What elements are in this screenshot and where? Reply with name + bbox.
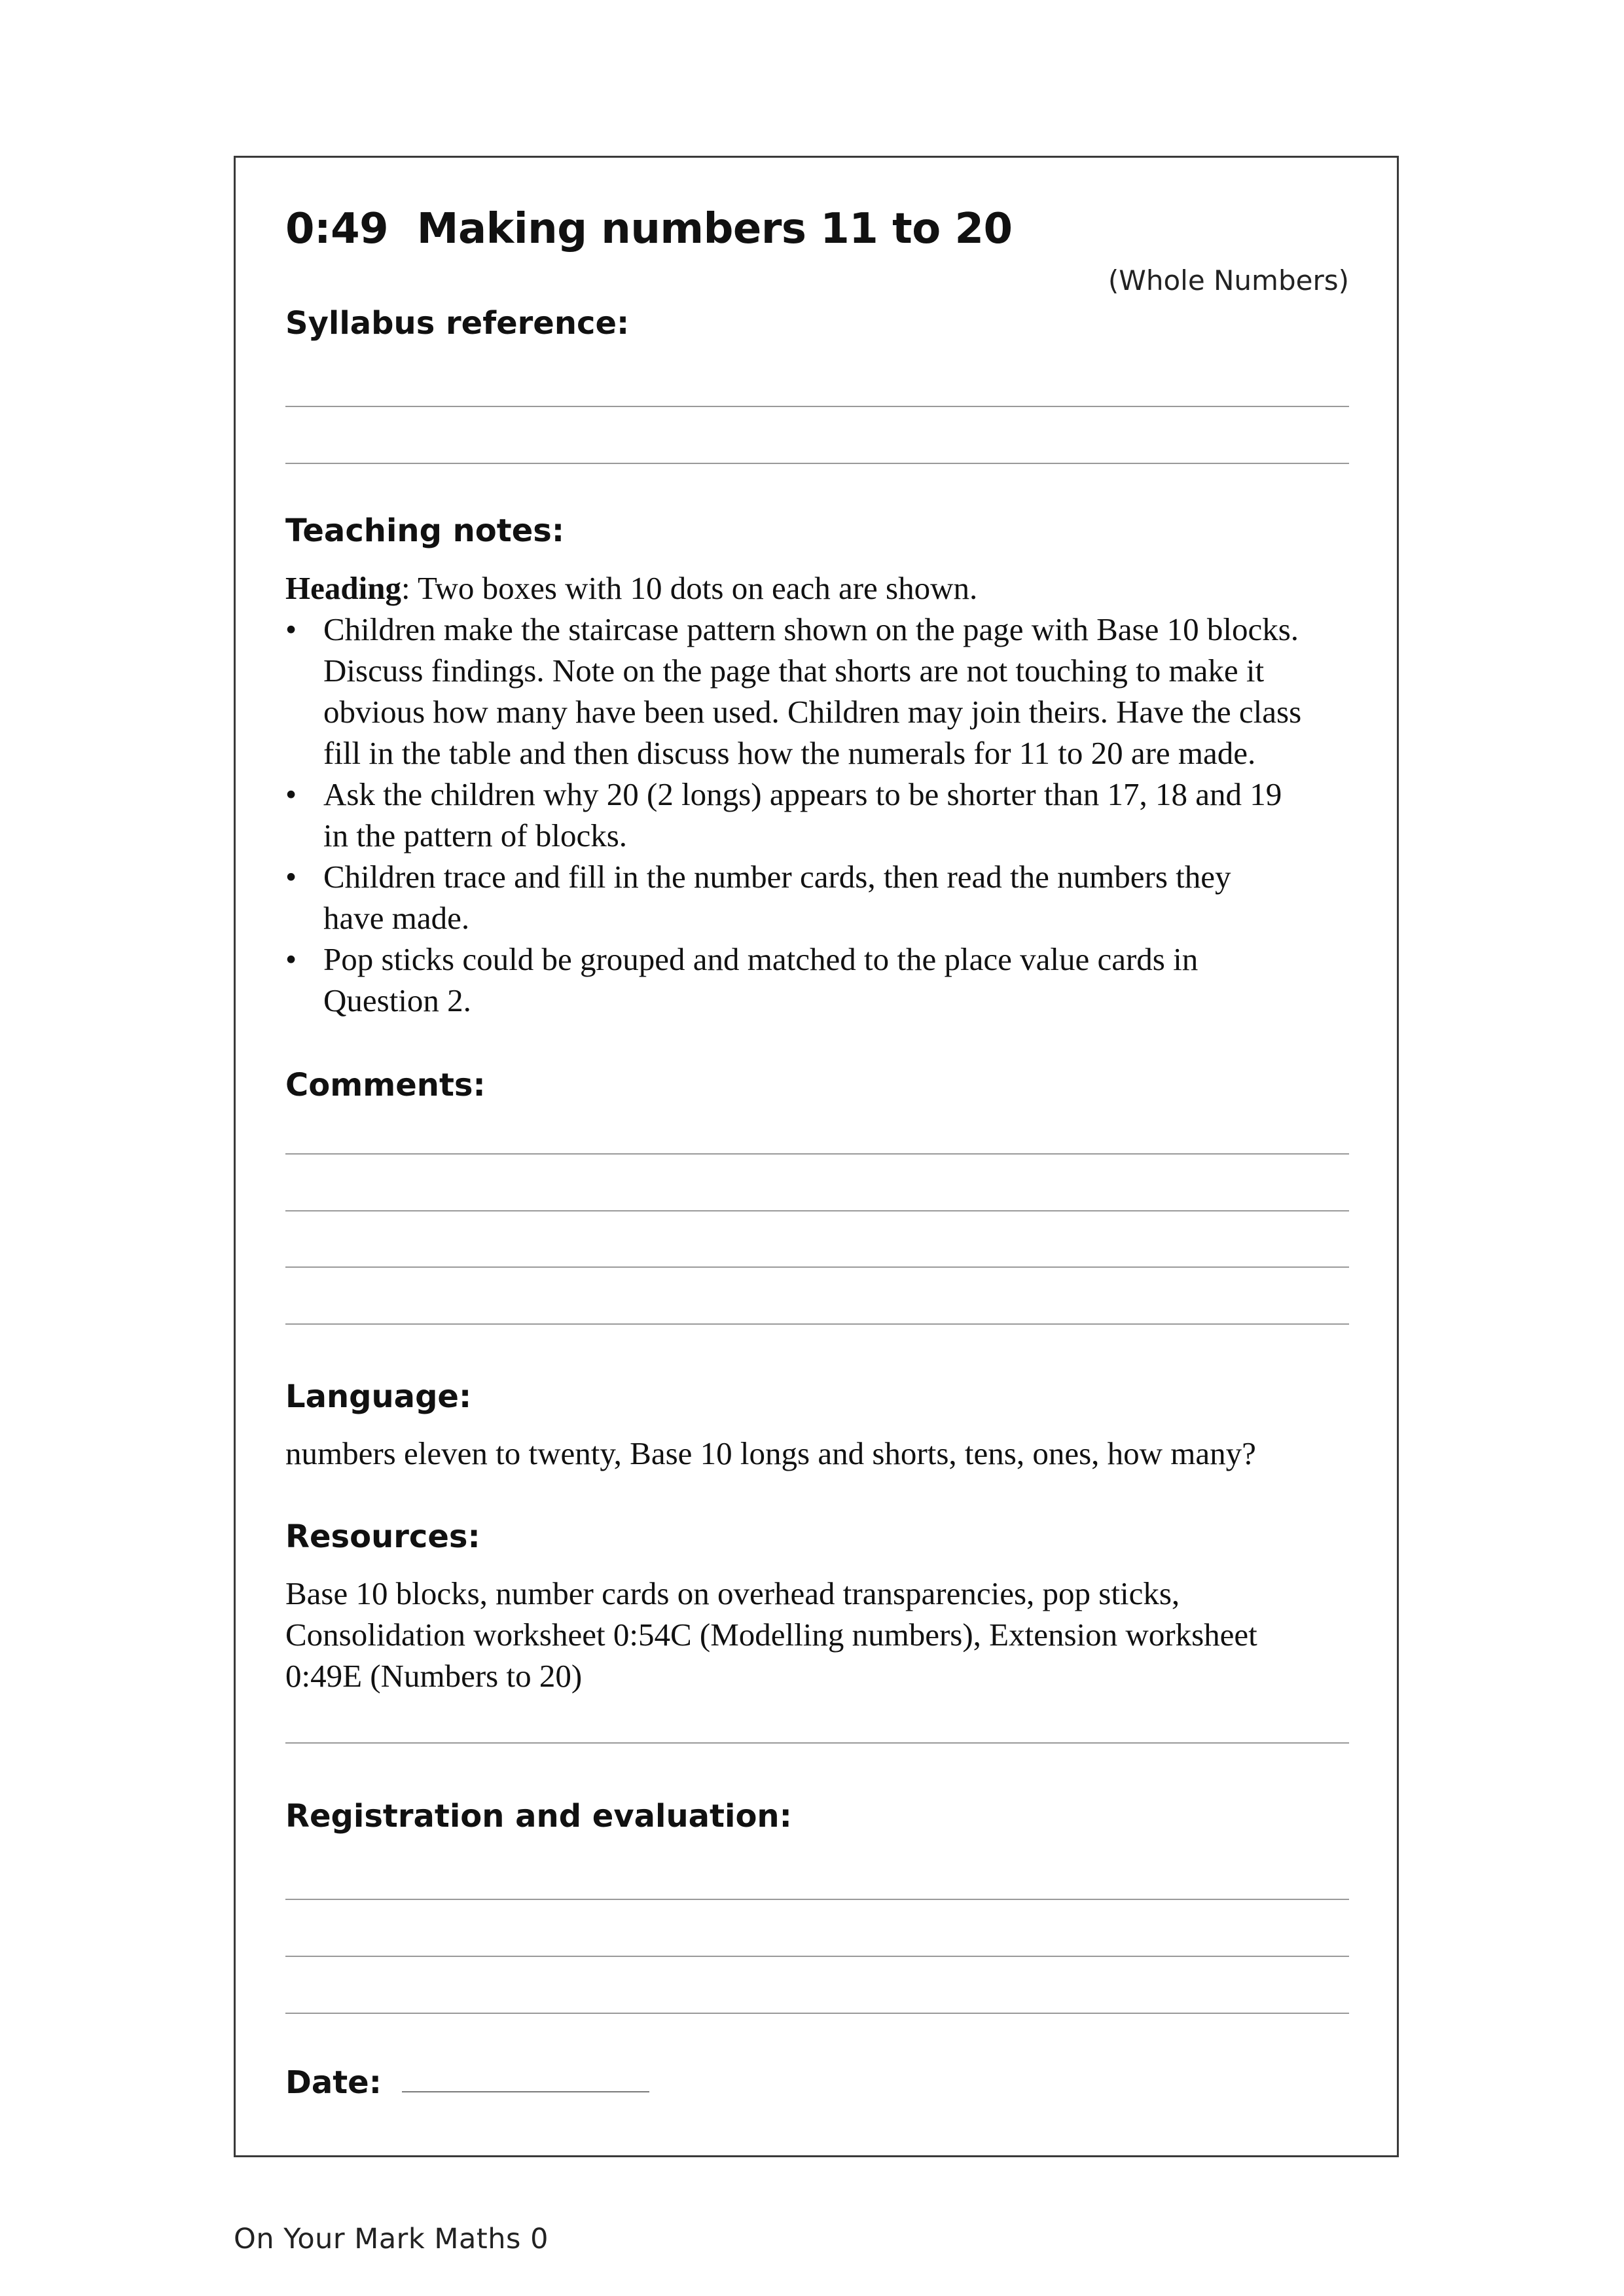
date-label: Date:	[285, 2064, 382, 2101]
footer-text: On Your Mark Maths 0	[234, 2223, 549, 2255]
resources-heading: Resources:	[285, 1518, 480, 1555]
comments-writing-line-3[interactable]	[285, 1266, 1349, 1268]
bullet-line: Children make the staircase pattern shown on the page with Base 10 blocks.	[323, 611, 1299, 647]
date-field[interactable]	[402, 2091, 649, 2092]
page-title: 0:49 Making numbers 11 to 20	[285, 205, 1013, 253]
strand-label: (Whole Numbers)	[1108, 264, 1349, 296]
comments-writing-line-2[interactable]	[285, 1210, 1349, 1211]
registration-heading: Registration and evaluation:	[285, 1798, 792, 1835]
bullet-line: fill in the table and then discuss how the numerals for 11 to 20 are made.	[323, 735, 1256, 771]
resources-line: 0:49E (Numbers to 20)	[285, 1658, 583, 1694]
language-heading: Language:	[285, 1378, 472, 1415]
teaching-notes-heading: Teaching notes:	[285, 512, 565, 549]
bullet-line: Children trace and fill in the number cards, then read the numbers they	[323, 859, 1231, 895]
bullet-line: Question 2.	[323, 982, 471, 1018]
resources-line: Consolidation worksheet 0:54C (Modelling numbers), Extension worksheet	[285, 1617, 1257, 1653]
syllabus-heading: Syllabus reference:	[285, 305, 630, 342]
intro-label: Heading	[285, 570, 401, 606]
bullet-line: Discuss findings. Note on the page that shorts are not touching to make it	[323, 653, 1265, 689]
registration-writing-line-2[interactable]	[285, 1956, 1349, 1957]
resources-writing-line[interactable]	[285, 1742, 1349, 1744]
teaching-notes-intro	[285, 567, 1359, 609]
page-frame	[234, 156, 1399, 2157]
bullet-icon: •	[285, 859, 297, 895]
resources-text	[285, 1573, 1359, 1696]
bullet-icon: •	[285, 941, 297, 977]
syllabus-writing-line-1[interactable]	[285, 406, 1349, 407]
intro-text: : Two boxes with 10 dots on each are shown.	[401, 570, 978, 606]
bullet-line: obvious how many have been used. Children may join theirs. Have the class	[323, 694, 1302, 730]
bullet-line: have made.	[323, 900, 470, 936]
teaching-notes-list	[285, 609, 1359, 1021]
list-item	[285, 856, 1359, 939]
resources-line: Base 10 blocks, number cards on overhead transparencies, pop sticks,	[285, 1575, 1180, 1611]
registration-writing-line-1[interactable]	[285, 1899, 1349, 1900]
comments-heading: Comments:	[285, 1067, 486, 1103]
comments-writing-line-4[interactable]	[285, 1323, 1349, 1325]
syllabus-writing-line-2[interactable]	[285, 463, 1349, 464]
list-item	[285, 774, 1359, 856]
bullet-icon: •	[285, 611, 297, 647]
comments-writing-line-1[interactable]	[285, 1153, 1349, 1155]
bullet-line: Pop sticks could be grouped and matched to the place value cards in	[323, 941, 1199, 977]
list-item	[285, 939, 1359, 1021]
bullet-line: in the pattern of blocks.	[323, 817, 628, 853]
registration-writing-line-3[interactable]	[285, 2013, 1349, 2014]
bullet-line: Ask the children why 20 (2 longs) appears to be shorter than 17, 18 and 19	[323, 776, 1282, 812]
list-item	[285, 609, 1359, 774]
language-text: numbers eleven to twenty, Base 10 longs and shorts, tens, ones, how many?	[285, 1435, 1256, 1471]
bullet-icon: •	[285, 776, 297, 812]
